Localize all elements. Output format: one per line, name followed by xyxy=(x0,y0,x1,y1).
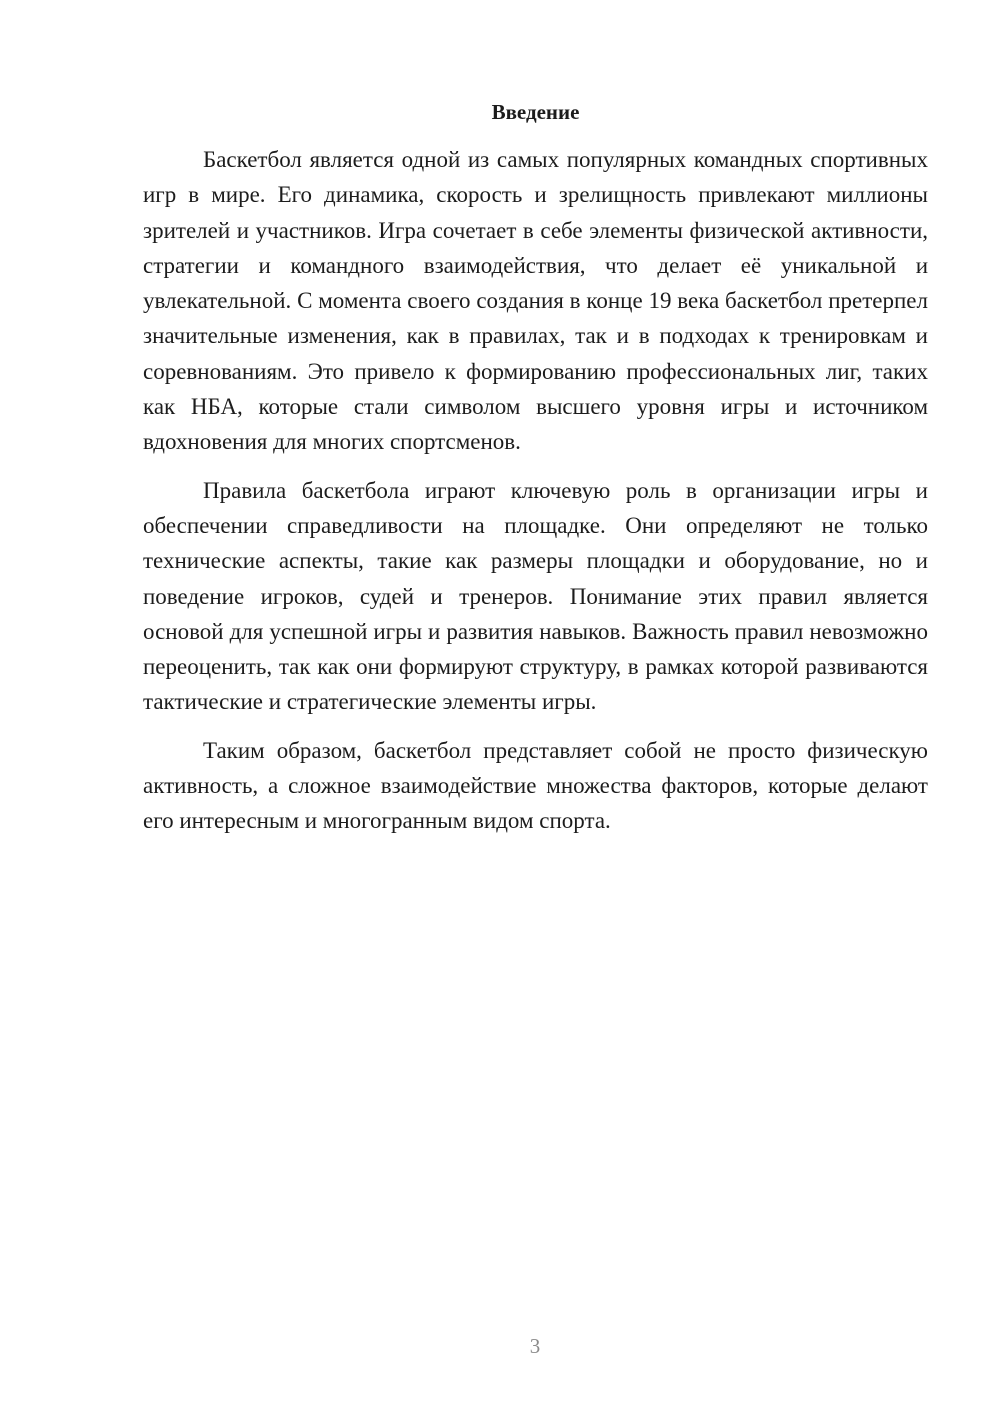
page-number: 3 xyxy=(529,1334,541,1358)
paragraph-2: Правила баскетбола играют ключевую роль в организации игры и обеспечении справедливости на площадке. Они определяют не только технические аспекты, такие как размеры площадки и оборудование, но и поведение игроков, судей и тренеров. Понимание этих правил является основой для успешной игры и развития навыков. Важность правил невозможно переоценить, так как они формируют структуру, в рамках которой развиваются тактические и стратегические элементы игры. xyxy=(143,477,928,715)
section-heading: Введение xyxy=(491,100,580,124)
body-text xyxy=(143,142,928,852)
paragraph-1: Баскетбол является одной из самых популярных командных спортивных игр в мире. Его динамика, скорость и зрелищность привлекают миллионы зрителей и участников. Игра сочетает в себе элементы физической активности, стратегии и командного взаимодействия, что делает её уникальной и увлекательной. С момента своего создания в конце 19 века баскетбол претерпел значительные изменения, как в правилах, так и в подходах к тренировкам и соревнованиям. Это привело к формированию профессиональных лиг, таких как НБА, которые стали символом высшего уровня игры и источником вдохновения для многих спортсменов. xyxy=(143,147,928,455)
paragraph-3: Таким образом, баскетбол представляет собой не просто физическую активность, а сложное взаимодействие множества факторов, которые делают его интересным и многогранным видом спорта. xyxy=(143,737,928,834)
